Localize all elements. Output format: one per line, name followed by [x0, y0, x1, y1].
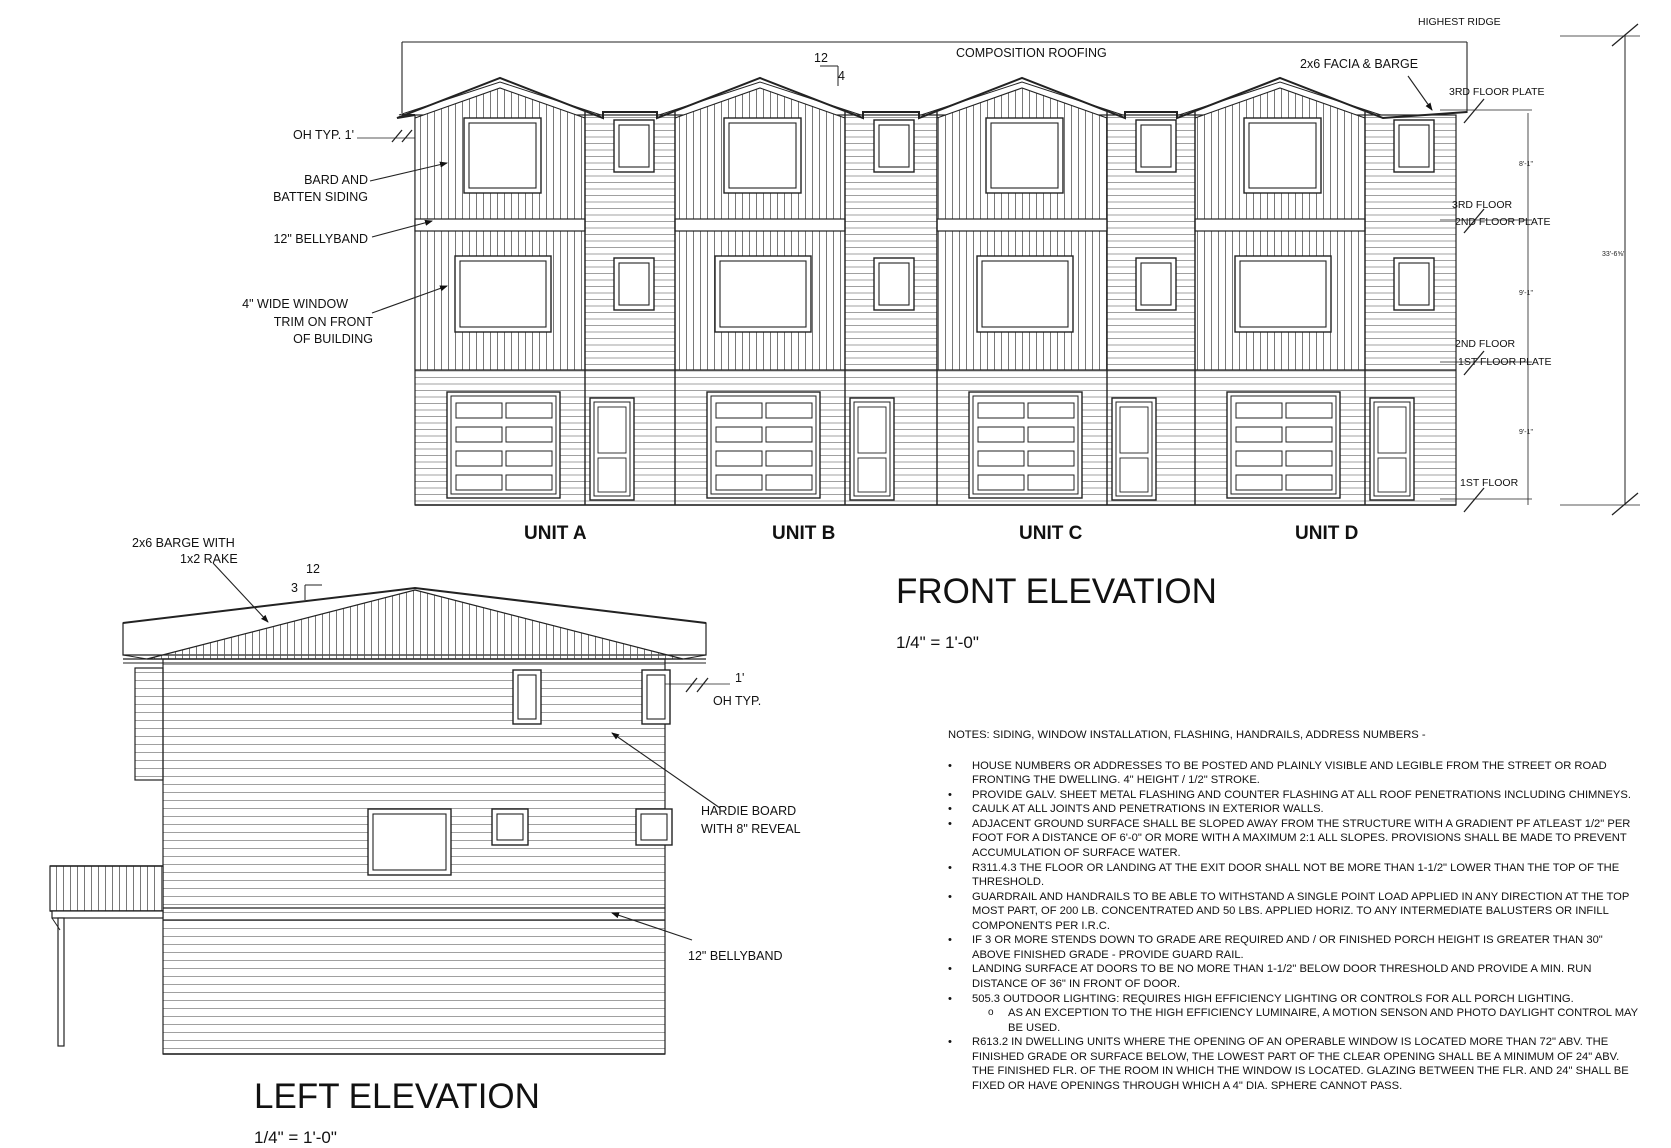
deck-joist	[52, 911, 163, 918]
left-oh-typ-label: OH TYP.	[713, 694, 762, 708]
left-elevation	[50, 563, 730, 1054]
bellyband	[937, 219, 1107, 231]
lower-window	[982, 261, 1068, 327]
upper-window	[469, 123, 536, 188]
left-oh-tick	[686, 678, 697, 692]
garage-door	[1231, 396, 1336, 494]
third-floor-label: 3RD FLOOR	[1452, 199, 1513, 211]
note-item: • HOUSE NUMBERS OR ADDRESSES TO BE POSTED AND PLAINLY VISIBLE AND LEGIBLE FROM THE STREET OR ROAD FRONTING THE DWELLING. 4" HEIGHT / 1/2" STROKE.	[948, 759, 1638, 788]
overall-height-dimension: 33'-6⅝"	[1602, 251, 1626, 258]
garage-door	[711, 396, 816, 494]
small-lower-window	[619, 263, 649, 305]
siding-label-1: BARD AND	[304, 173, 368, 187]
front-elevation	[357, 24, 1640, 515]
second-floor-plate-label: 2ND FLOOR PLATE	[1455, 216, 1551, 228]
upper-window	[991, 123, 1058, 188]
front-pitch-rise: 4	[838, 69, 845, 83]
second-floor-label: 2ND FLOOR	[1455, 338, 1516, 350]
entry-door	[1374, 402, 1410, 496]
lower-window	[720, 261, 806, 327]
notes-list	[948, 759, 1638, 1094]
third-story-dimension: 8'-1"	[1519, 161, 1533, 168]
small-lower-window	[1399, 263, 1429, 305]
small-upper-window	[1399, 125, 1429, 167]
facia-barge-label: 2x6 FACIA & BARGE	[1300, 57, 1419, 71]
oh-tick	[392, 130, 402, 142]
lower-window	[460, 261, 546, 327]
bellyband	[415, 219, 585, 231]
left-bellyband-label: 12" BELLYBAND	[688, 949, 783, 963]
second-story-dimension: 9'-1"	[1519, 290, 1533, 297]
left-elevation-scale: 1/4" = 1'-0"	[254, 1128, 337, 1147]
left-small-window	[497, 814, 523, 840]
note-item: • R613.2 IN DWELLING UNITS WHERE THE OPENING OF AN OPERABLE WINDOW IS LOCATED MORE THAN 72" ABV. THE FINISHED GRADE OR SURFACE BELOW, THE LOWEST PART OF THE CLEAR OPENING SHALL BE A MINIMUM OF 24" ABV. THE FINISHED FLR. OF THE ROOM IN WHICH THE WINDOW IS LOCATED. GLAZING BETWEEN THE FLR. AND 24" SHALL BE FIXED OR HAVE OPENINGS THROUGH WHICH A 4" DIA. SPHERE CANNOT PASS.	[948, 1035, 1638, 1093]
barge-label-1: 2x6 BARGE WITH	[132, 536, 235, 550]
left-small-window	[641, 814, 667, 840]
deck-post	[58, 918, 64, 1046]
left-oh-tick	[697, 678, 708, 692]
bellyband	[675, 219, 845, 231]
note-item: • PROVIDE GALV. SHEET METAL FLASHING AND COUNTER FLASHING AT ALL ROOF PENETRATIONS INCLUDING CHIMNEYS.	[948, 788, 1638, 803]
composition-roofing-label: COMPOSITION ROOFING	[956, 46, 1107, 60]
small-upper-window	[619, 125, 649, 167]
left-pitch-rise: 3	[291, 581, 298, 595]
facia-leader	[1408, 76, 1432, 110]
highest-ridge-label: HIGHEST RIDGE	[1418, 16, 1501, 28]
small-upper-window	[1141, 125, 1171, 167]
window-trim-label-2: TRIM ON FRONT	[273, 315, 373, 329]
entry-door	[594, 402, 630, 496]
third-floor-plate-label: 3RD FLOOR PLATE	[1449, 86, 1545, 98]
left-oh-dimension: 1'	[735, 671, 745, 685]
upper-window	[729, 123, 796, 188]
note-item: • CAULK AT ALL JOINTS AND PENETRATIONS IN EXTERIOR WALLS.	[948, 802, 1638, 817]
hardie-label-1: HARDIE BOARD	[701, 804, 797, 818]
front-pitch-run: 12	[814, 51, 828, 65]
upper-window	[1249, 123, 1316, 188]
construction-notes	[948, 728, 1638, 1094]
oh-typ-label: OH TYP. 1'	[293, 128, 354, 142]
front-bellyband-label: 12" BELLYBAND	[273, 232, 368, 246]
window-trim-label-1: 4" WIDE WINDOW	[242, 297, 348, 311]
note-sub-item: o AS AN EXCEPTION TO THE HIGH EFFICIENCY LUMINAIRE, A MOTION SENSON AND PHOTO DAYLIGHT CONTROL MAY BE USED.	[948, 1006, 1638, 1035]
lower-window	[1240, 261, 1326, 327]
front-elevation-title: FRONT ELEVATION	[896, 572, 1217, 611]
note-item: • ADJACENT GROUND SURFACE SHALL BE SLOPED AWAY FROM THE STRUCTURE WITH A GRADIENT PF ATLEAST 1/2" PER FOOT FOR A DISTANCE OF 6'-0" OR MORE WITH A MAXIMUM 2:1 ALL SLOPES. PROVISIONS SHALL BE MADE TO PREVENT ACCUMULATION OF SURFACE WATER.	[948, 817, 1638, 861]
small-lower-window	[879, 263, 909, 305]
left-upper-window	[518, 675, 536, 719]
left-upper-window	[647, 675, 665, 719]
left-large-window	[373, 814, 446, 870]
oh-tick	[402, 130, 412, 142]
unit-b-label: UNIT B	[772, 523, 836, 544]
level-tick	[1464, 488, 1484, 512]
deck-railing	[50, 866, 163, 911]
unit-c-label: UNIT C	[1019, 523, 1083, 544]
small-upper-window	[879, 125, 909, 167]
note-item: • 505.3 OUTDOOR LIGHTING: REQUIRES HIGH EFFICIENCY LIGHTING OR CONTROLS FOR ALL PORCH LIGHTING.	[948, 992, 1638, 1007]
note-item: • LANDING SURFACE AT DOORS TO BE NO MORE THAN 1-1/2" BELOW DOOR THRESHOLD AND PROVIDE A MIN. RUN DISTANCE OF 36" IN FRONT OF DOOR.	[948, 962, 1638, 991]
first-story-dimension: 9'-1"	[1519, 429, 1533, 436]
hardie-label-2: WITH 8" REVEAL	[701, 822, 801, 836]
entry-door	[1116, 402, 1152, 496]
note-item: • R311.4.3 THE FLOOR OR LANDING AT THE EXIT DOOR SHALL NOT BE MORE THAN 1-1/2" LOWER THAN THE TOP OF THE THRESHOLD.	[948, 861, 1638, 890]
window-trim-label-3: OF BUILDING	[293, 332, 373, 346]
entry-door	[854, 402, 890, 496]
unit-a-label: UNIT A	[524, 523, 587, 544]
garage-door	[451, 396, 556, 494]
bellyband	[1195, 219, 1365, 231]
front-elevation-scale: 1/4" = 1'-0"	[896, 633, 979, 652]
siding-label-2: BATTEN SIDING	[273, 190, 368, 204]
notes-heading: NOTES: SIDING, WINDOW INSTALLATION, FLASHING, HANDRAILS, ADDRESS NUMBERS -	[948, 729, 1426, 741]
garage-door	[973, 396, 1078, 494]
note-item: • GUARDRAIL AND HANDRAILS TO BE ABLE TO WITHSTAND A SINGLE POINT LOAD APPLIED IN ANY DIRECTION AT THE TOP MOST PART, OF 200 LB. CONCENTRATED AND 50 LBS. APPLIED HORIZ. TO ANY INTERMEDIATE BALUSTERS OR INFILL COMPONENTS PER I.R.C.	[948, 890, 1638, 934]
left-elevation-title: LEFT ELEVATION	[254, 1077, 540, 1116]
first-floor-label: 1ST FLOOR	[1460, 477, 1519, 489]
unit-d-label: UNIT D	[1295, 523, 1359, 544]
first-floor-plate-label: 1ST FLOOR PLATE	[1458, 356, 1552, 368]
small-lower-window	[1141, 263, 1171, 305]
left-bump-out	[135, 668, 163, 780]
left-pitch-run: 12	[306, 562, 320, 576]
note-item: • IF 3 OR MORE STENDS DOWN TO GRADE ARE REQUIRED AND / OR FINISHED PORCH HEIGHT IS GREATER THAN 30" ABOVE FINISHED GRADE - PROVIDE GUARD RAIL.	[948, 933, 1638, 962]
barge-label-2: 1x2 RAKE	[180, 552, 238, 566]
